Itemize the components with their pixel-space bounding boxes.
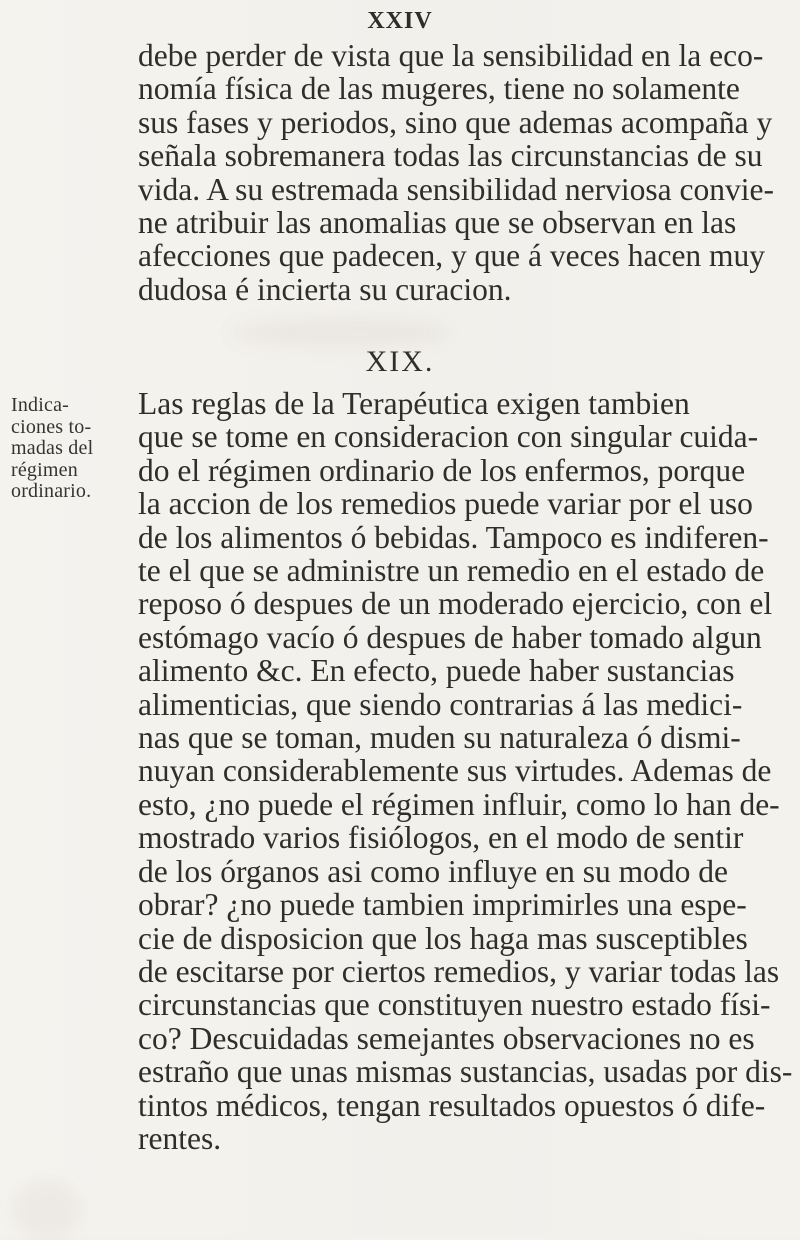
- page-stain: [230, 318, 450, 348]
- text-line: estraño que unas mismas sustancias, usadas por dis-: [138, 1054, 793, 1090]
- section-heading: XIX.: [365, 345, 435, 378]
- text-line: vida. A su estremada sensibilidad nerviosa convie-: [138, 171, 774, 207]
- text-line: do el régimen ordinario de los enfermos, porque: [138, 452, 746, 488]
- marginal-note: [11, 395, 126, 503]
- running-head: XXIV: [367, 8, 433, 34]
- text-line: estómago vacío ó despues de haber tomado algun: [138, 619, 762, 655]
- text-line: reposo ó despues de un moderado ejercicio, con el: [138, 586, 773, 622]
- page-stain: [12, 1180, 82, 1240]
- text-line: debe perder de vista que la sensibilidad en la eco-: [138, 38, 764, 73]
- text-line: mostrado varios fisiólogos, en el modo de sentir: [138, 820, 744, 856]
- text-line: alimenticias, que siendo contrarias á las medici-: [138, 686, 743, 722]
- text-line: nuyan considerablemente sus virtudes. Ademas de: [138, 753, 772, 789]
- text-line: esto, ¿no puede el régimen influir, como lo han de-: [138, 786, 780, 822]
- text-line: te el que se administre un remedio en el estado de: [138, 553, 765, 589]
- text-line: circunstancias que constituyen nuestro estado físi-: [138, 987, 771, 1023]
- body-paragraph: [138, 386, 793, 1156]
- text-line: rentes.: [138, 1120, 222, 1156]
- text-line: de los alimentos ó bebidas. Tampoco es indiferen-: [138, 519, 769, 555]
- text-line: alimento &c. En efecto, puede haber sustancias: [138, 653, 735, 689]
- text-line: que se tome en consideracion con singular cuida-: [138, 419, 759, 455]
- text-line: tintos médicos, tengan resultados opuestos ó dife-: [138, 1087, 766, 1123]
- text-line: la accion de los remedios puede variar por el uso: [138, 486, 753, 522]
- text-line: de los órganos asi como influye en su modo de: [138, 853, 728, 889]
- text-line: señala sobremanera todas las circunstancias de su: [138, 138, 763, 174]
- marginal-note-line: ciones to-: [11, 415, 92, 438]
- text-line: nas que se toman, muden su naturaleza ó dismi-: [138, 720, 741, 756]
- text-line: co? Descuidadas semejantes observaciones no es: [138, 1020, 755, 1056]
- text-line: nomía física de las mugeres, tiene no solamente: [138, 71, 740, 107]
- marginal-note-line: régimen: [11, 458, 78, 481]
- intro-paragraph: [138, 38, 774, 307]
- text-line: sus fases y periodos, sino que ademas acompaña y: [138, 104, 773, 140]
- text-line: obrar? ¿no puede tambien imprimirles una espe-: [138, 887, 747, 923]
- text-line: Las reglas de la Terapéutica exigen tambien: [138, 386, 690, 421]
- marginal-note-line: Indica-: [11, 394, 70, 416]
- text-line: ne atribuir las anomalias que se observan en las: [138, 205, 737, 241]
- text-line: cie de disposicion que los haga mas susceptibles: [138, 920, 748, 956]
- text-line: de escitarse por ciertos remedios, y variar todas las: [138, 953, 780, 989]
- marginal-note-line: madas del: [11, 437, 94, 459]
- text-line: afecciones que padecen, y que á veces hacen muy: [138, 238, 766, 274]
- text-line: dudosa é incierta su curacion.: [138, 271, 512, 307]
- marginal-note-line: ordinario.: [11, 480, 92, 502]
